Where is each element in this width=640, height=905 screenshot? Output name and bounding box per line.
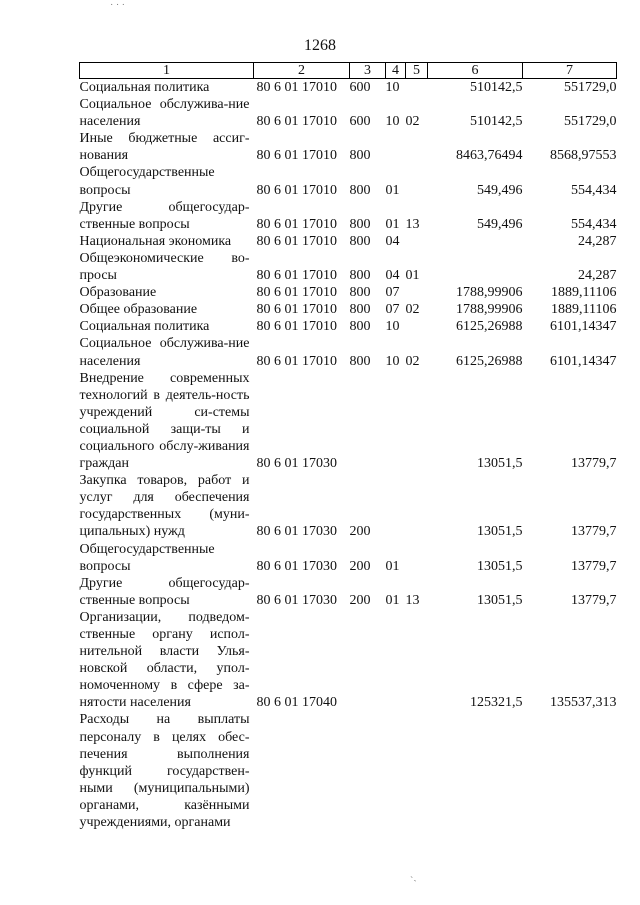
page-number: 1268 bbox=[304, 37, 336, 54]
row-code: 80 6 01 17040 bbox=[256, 695, 337, 711]
row-name: Иные бюджетные ассиг-нования bbox=[79, 131, 250, 164]
row-name: Другие общегосудар-ственные вопросы bbox=[79, 199, 250, 232]
row-value-col7: 1889,11106 bbox=[551, 285, 617, 301]
table-row bbox=[80, 284, 617, 301]
row-subsection bbox=[406, 233, 428, 250]
row-value-col6: 1788,99906 bbox=[456, 285, 523, 301]
row-code: 80 6 01 17030 bbox=[256, 524, 337, 540]
row-section: 04 bbox=[385, 233, 400, 249]
row-name: Закупка товаров, работ и услуг для обеспечения государственных (муни-ципальных) нужд bbox=[79, 473, 250, 540]
row-section bbox=[386, 130, 406, 164]
row-section: 10 bbox=[385, 80, 400, 95]
row-section: 10 bbox=[385, 353, 400, 369]
row-code: 80 6 01 17010 bbox=[256, 319, 337, 335]
row-subsection: 13 bbox=[405, 592, 420, 608]
row-name: Национальная экономика bbox=[79, 233, 232, 249]
row-value-col7: 1889,11106 bbox=[551, 302, 617, 318]
table-row bbox=[80, 199, 617, 233]
row-value-col6: 510142,5 bbox=[470, 114, 523, 130]
row-subsection: 13 bbox=[405, 216, 420, 232]
row-name: Общегосударственные вопросы bbox=[79, 165, 215, 198]
column-header-6: 6 bbox=[428, 63, 523, 79]
row-code: 80 6 01 17010 bbox=[256, 216, 337, 232]
row-code: 80 6 01 17030 bbox=[256, 558, 337, 574]
row-value-col6: 510142,5 bbox=[470, 80, 523, 95]
table-row bbox=[80, 233, 617, 250]
row-name: Социальная политика bbox=[79, 80, 210, 95]
row-subsection bbox=[406, 318, 428, 335]
row-subsection: 02 bbox=[405, 114, 420, 130]
row-name: Образование bbox=[79, 285, 157, 301]
row-value-col7: 551729,0 bbox=[564, 80, 617, 95]
row-value-col6: 6125,26988 bbox=[456, 319, 523, 335]
row-code: 80 6 01 17010 bbox=[256, 148, 337, 164]
row-value-col7: 6101,14347 bbox=[550, 353, 617, 369]
table-header-row bbox=[80, 63, 617, 79]
table-row bbox=[80, 250, 617, 284]
row-name: Внедрение современных технологий в деятель-ность учреждений си-стемы социальной защи-ты и социального обслу-живания граждан bbox=[79, 370, 250, 472]
row-expense-type: 800 bbox=[349, 148, 371, 164]
row-expense-type: 800 bbox=[349, 302, 371, 318]
table-row bbox=[80, 575, 617, 609]
row-name: Общегосударственные вопросы bbox=[79, 541, 215, 574]
row-expense-type bbox=[350, 370, 386, 473]
row-subsection: 02 bbox=[405, 353, 420, 369]
column-header-1: 1 bbox=[80, 63, 254, 79]
row-expense-type: 200 bbox=[349, 592, 371, 608]
row-expense-type: 200 bbox=[349, 524, 371, 540]
row-code: 80 6 01 17010 bbox=[256, 353, 337, 369]
row-value-col6: 13051,5 bbox=[477, 524, 523, 540]
row-subsection bbox=[406, 284, 428, 301]
row-section: 10 bbox=[385, 319, 400, 335]
row-value-col6: 549,496 bbox=[477, 216, 523, 232]
row-value-col7 bbox=[523, 711, 617, 831]
row-value-col6 bbox=[428, 711, 523, 831]
row-section: 07 bbox=[385, 302, 400, 318]
row-code: 80 6 01 17010 bbox=[256, 182, 337, 198]
row-expense-type: 800 bbox=[349, 216, 371, 232]
table-body bbox=[80, 79, 617, 832]
table-row bbox=[80, 79, 617, 97]
row-expense-type: 800 bbox=[349, 182, 371, 198]
row-subsection bbox=[406, 164, 428, 198]
table-row bbox=[80, 96, 617, 130]
row-section: 01 bbox=[385, 182, 400, 198]
row-expense-type: 800 bbox=[349, 319, 371, 335]
column-header-2: 2 bbox=[254, 63, 350, 79]
row-code: 80 6 01 17010 bbox=[256, 80, 337, 95]
row-value-col7: 554,434 bbox=[571, 216, 617, 232]
row-value-col6: 6125,26988 bbox=[456, 353, 523, 369]
row-subsection bbox=[406, 472, 428, 540]
row-expense-type: 600 bbox=[349, 80, 371, 95]
column-header-3: 3 bbox=[350, 63, 386, 79]
row-name: Общее образование bbox=[79, 302, 198, 318]
row-section: 04 bbox=[385, 268, 400, 284]
row-subsection: 01 bbox=[405, 268, 420, 284]
row-expense-type: 800 bbox=[349, 233, 371, 249]
row-subsection bbox=[406, 609, 428, 712]
table-row bbox=[80, 711, 617, 831]
row-code: 80 6 01 17010 bbox=[256, 285, 337, 301]
scan-speck: ˙ ˙ ˙ bbox=[110, 3, 125, 14]
column-header-4: 4 bbox=[386, 63, 406, 79]
row-value-col6: 8463,76494 bbox=[456, 148, 523, 164]
row-subsection bbox=[406, 130, 428, 164]
row-value-col6: 13051,5 bbox=[477, 558, 523, 574]
row-name: Социальное обслужива-ние населения bbox=[79, 336, 250, 369]
row-name: Общеэкономические во-просы bbox=[79, 250, 250, 284]
row-expense-type bbox=[350, 711, 386, 831]
row-name: Организации, подведом-ственные органу испол-нительной власти Улья-новской области, упол-номоченному в сфере за-нятости населения bbox=[79, 609, 250, 711]
column-header-5: 5 bbox=[406, 63, 428, 79]
row-value-col7: 554,434 bbox=[571, 182, 617, 198]
row-code bbox=[254, 711, 350, 831]
row-name: Другие общегосудар-ственные вопросы bbox=[79, 575, 250, 608]
row-subsection bbox=[406, 711, 428, 831]
row-expense-type: 800 bbox=[349, 353, 371, 369]
row-code: 80 6 01 17010 bbox=[256, 302, 337, 318]
table-row bbox=[80, 472, 617, 540]
row-expense-type: 800 bbox=[349, 285, 371, 301]
row-section: 10 bbox=[385, 114, 400, 130]
row-section bbox=[386, 711, 406, 831]
row-value-col6: 1788,99906 bbox=[456, 302, 523, 318]
scan-speck: ˴ˎ bbox=[410, 871, 417, 882]
budget-table bbox=[79, 62, 617, 831]
row-expense-type: 600 bbox=[349, 114, 371, 130]
row-expense-type bbox=[350, 609, 386, 712]
row-section: 07 bbox=[385, 285, 400, 301]
row-value-col6: 13051,5 bbox=[477, 592, 523, 608]
table-row bbox=[80, 370, 617, 473]
row-code: 80 6 01 17010 bbox=[256, 233, 337, 249]
row-code: 80 6 01 17010 bbox=[256, 114, 337, 130]
row-value-col6: 13051,5 bbox=[477, 456, 523, 472]
row-expense-type: 800 bbox=[349, 268, 371, 284]
row-name: Расходы на выплаты персоналу в целях обес-печения выполнения функций государствен-ными (муниципальными) органами, казёнными учреждениями, органами bbox=[79, 712, 250, 831]
row-value-col7: 13779,7 bbox=[571, 592, 617, 608]
table-row bbox=[80, 609, 617, 712]
row-value-col7: 551729,0 bbox=[564, 114, 617, 130]
row-subsection bbox=[406, 79, 428, 97]
row-value-col6: 125321,5 bbox=[470, 695, 523, 711]
table-row bbox=[80, 318, 617, 335]
table-row bbox=[80, 130, 617, 164]
row-value-col6 bbox=[428, 250, 523, 284]
row-value-col6: 549,496 bbox=[477, 182, 523, 198]
table-row bbox=[80, 541, 617, 575]
row-value-col7: 24,287 bbox=[578, 233, 617, 249]
column-header-7: 7 bbox=[523, 63, 617, 79]
row-subsection: 02 bbox=[405, 302, 420, 318]
table-row bbox=[80, 335, 617, 369]
row-subsection bbox=[406, 541, 428, 575]
row-name: Социальное обслужива-ние населения bbox=[79, 97, 250, 130]
table-row bbox=[80, 301, 617, 318]
row-value-col7: 6101,14347 bbox=[550, 319, 617, 335]
row-name: Социальная политика bbox=[79, 319, 210, 335]
row-code: 80 6 01 17010 bbox=[256, 268, 337, 284]
row-section: 01 bbox=[385, 592, 400, 608]
row-value-col7: 135537,313 bbox=[550, 695, 617, 711]
row-value-col7: 13779,7 bbox=[571, 558, 617, 574]
row-section bbox=[386, 472, 406, 540]
row-section: 01 bbox=[385, 558, 400, 574]
row-section bbox=[386, 609, 406, 712]
row-expense-type: 200 bbox=[349, 558, 371, 574]
row-value-col6 bbox=[428, 233, 523, 250]
row-value-col7: 24,287 bbox=[578, 268, 617, 284]
row-code: 80 6 01 17030 bbox=[256, 592, 337, 608]
row-section: 01 bbox=[385, 216, 400, 232]
row-value-col7: 8568,97553 bbox=[550, 148, 617, 164]
row-subsection bbox=[406, 370, 428, 473]
row-value-col7: 13779,7 bbox=[571, 524, 617, 540]
row-value-col7: 13779,7 bbox=[571, 456, 617, 472]
row-section bbox=[386, 370, 406, 473]
table-row bbox=[80, 164, 617, 198]
row-code: 80 6 01 17030 bbox=[256, 456, 337, 472]
